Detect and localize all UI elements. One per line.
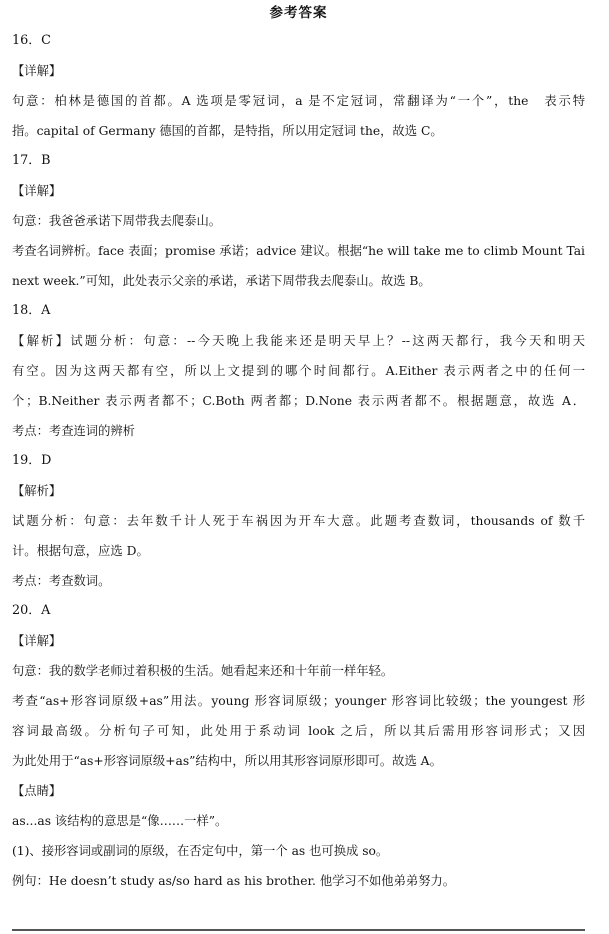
text-line: 句意：我的数学老师过着积极的生活。她看起来还和十年前一样年轻。 [12,664,394,678]
text-line: 考点：考查连词的辨析 [12,424,135,438]
bottom-divider [12,929,585,931]
text-line: 试题分析：句意：去年数千计人死于车祸因为开车大意。此题考查数词，thousands of 数千 [12,514,585,528]
section-tag: 【详解】 [12,64,62,78]
text-line: 容词最高级。分析句子可知，此处用于系动词 look 之后，所以其后需用形容词形式；又因 [12,724,585,738]
text-line: as...as 该结构的意思是“像……一样”。 [12,814,228,828]
question-number: 20．A [12,603,51,618]
text-line: 计。根据句意，应选 D。 [12,544,149,558]
section-tag: 【详解】 [12,634,62,648]
question-number: 17．B [12,153,51,168]
text-line: 句意：我爸爸承诺下周带我去爬泰山。 [12,214,222,228]
section-tag: 【解析】 [12,484,62,498]
question-number: 19．D [12,453,52,468]
section-tag: 【点睛】 [12,784,62,798]
text-line: next week.”可知，此处表示父亲的承诺，承诺下周带我去爬泰山。故选 B。 [12,274,431,288]
text-line: 考点：考查数词。 [12,574,111,588]
text-line: 例句：He doesn’t study as/so hard as his brother. 他学习不如他弟弟努力。 [12,874,456,888]
text-line: 考查“as+形容词原级+as”用法。young 形容词原级；younger 形容词比较级；the youngest 形 [12,694,585,708]
question-number: 16．C [12,33,51,48]
text-line: 【解析】试题分析：句意：--今天晚上我能来还是明天早上？--这两天都行，我今天和明天 [12,334,585,348]
text-line: 为此处用于“as+形容词原级+as”结构中，所以用其形容词原形即可。故选 A。 [12,754,442,768]
page-title: 参考答案 [269,5,328,21]
text-line: 有空。因为这两天都有空，所以上文提到的哪个时间都行。A.Either 表示两者之中的任何一 [12,364,585,378]
question-number: 18．A [12,303,51,318]
text-line: 句意：柏林是德国的首都。A 选项是零冠词，a 是不定冠词，常翻译为“一个”，the 表示特 [12,94,585,108]
answer-content [12,26,585,896]
text-line: 个；B.Neither 表示两者都不；C.Both 两者都；D.None 表示两者都不。根据题意，故选 A． [12,394,585,408]
text-line: 指。capital of Germany 德国的首都，是特指，所以用定冠词 the，故选 C。 [12,124,443,138]
text-line: 考查名词辨析。face 表面；promise 承诺；advice 建议。根据“he will take me to climb Mount Tai [12,244,585,258]
text-line: (1)、接形容词或副词的原级，在否定句中，第一个 as 也可换成 so。 [12,844,389,858]
section-tag: 【详解】 [12,184,62,198]
